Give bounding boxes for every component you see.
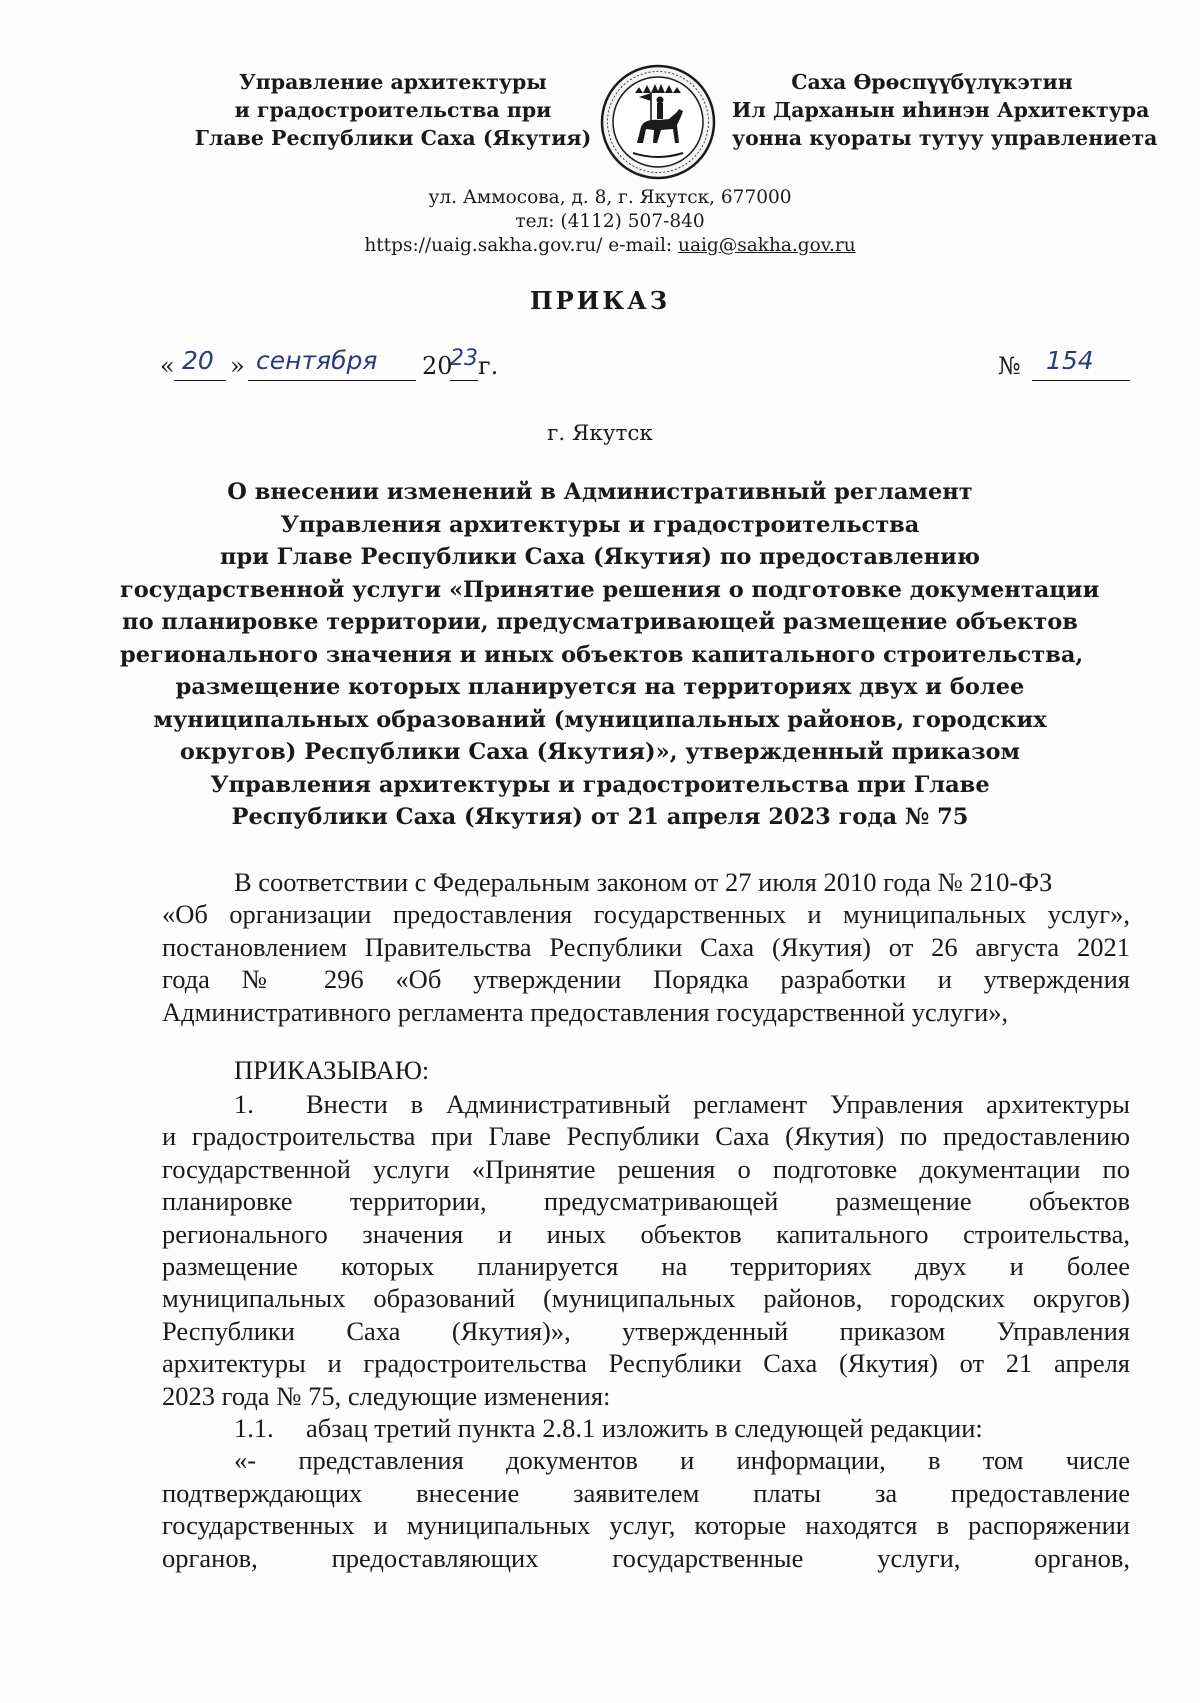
subject-line: Республики Саха (Якутия) от 21 апреля 2023 года № 75: [231, 804, 969, 830]
email-label: e-mail:: [608, 235, 673, 256]
preamble-line: «Об организации предоставления государственных и муниципальных услуг»,: [162, 899, 1130, 930]
header-left-line: и градостроительства при: [234, 98, 552, 122]
item-1-line: Внести в Административный регламент Управления архитектуры: [306, 1089, 1130, 1119]
item-1-1-line: «- представления документов и информации, в том числе: [234, 1445, 1130, 1476]
header-right-line: Ил Дарханын иһинэн Архитектура: [732, 98, 1150, 122]
subject-line: Управления архитектуры и градостроительства: [280, 511, 920, 538]
item-1-line: размещение которых планируется на территориях двух и более: [162, 1251, 1130, 1282]
item-1-line: планировке территории, предусматривающей размещение объектов: [162, 1186, 1130, 1217]
item-1-1-text: абзац третий пункта 2.8.1 изложить в следующей редакции:: [306, 1413, 983, 1443]
email-link[interactable]: uaig@sakha.gov.ru: [678, 235, 856, 256]
order-word: ПРИКАЗЫВАЮ:: [234, 1055, 430, 1085]
subject-line: размещение которых планируется на территориях двух и более: [175, 674, 1025, 700]
item-1-line: 2023 года № 75, следующие изменения:: [162, 1380, 611, 1411]
item-1-line: регионального значения и иных объектов капитального строительства,: [162, 1218, 1130, 1249]
preamble-line: Административного регламента предоставления государственной услуги»,: [162, 996, 1009, 1027]
number-underline: [1032, 380, 1130, 381]
city: г. Якутск: [547, 421, 653, 446]
order-paragraph: [162, 1054, 1130, 1086]
sakha-republic-emblem-icon: [599, 63, 717, 181]
item-1-line: архитектуры и градостроительства Республики Саха (Якутия) от 21 апреля: [162, 1348, 1130, 1379]
item-1-line: и градостроительства при Главе Республики Саха (Якутия) по предоставлению: [162, 1121, 1130, 1152]
date-year-prefix: 20: [422, 352, 453, 380]
header-right-organization: [732, 68, 1158, 152]
item-1-line: государственной услуги «Принятие решения о подготовке документации по: [162, 1153, 1130, 1184]
item-1-1: [162, 1412, 1130, 1574]
date-month: сентября: [256, 346, 378, 375]
subject-line: О внесении изменений в Административный регламент: [227, 479, 973, 505]
document-title: ПРИКАЗ: [529, 286, 671, 315]
header-right-line: уонна куораты тутуу управлениета: [732, 126, 1158, 150]
day-underline: [174, 380, 226, 381]
item-1: [162, 1088, 1130, 1412]
contacts-block: [340, 186, 880, 258]
item-1-1-number: 1.1.: [234, 1413, 274, 1443]
subject-line: при Главе Республики Саха (Якутия) по предоставлению: [220, 544, 980, 570]
item-1-first-line: [162, 1088, 1130, 1120]
item-1-1-line: подтверждающих внесение заявителем платы за предоставление: [162, 1477, 1130, 1508]
date-close-quote: »: [230, 352, 245, 380]
subject-line: государственной услуги «Принятие решения о подготовке документации: [120, 576, 1100, 603]
subject-line: округов) Республики Саха (Якутия)», утвержденный приказом: [179, 739, 1021, 765]
item-1-1-line: органов, предоставляющих государственные услуги, органов,: [162, 1542, 1130, 1573]
item-1-line: муниципальных образований (муниципальных районов, городских округов): [162, 1283, 1130, 1314]
subject-line: муниципальных образований (муниципальных районов, городских: [153, 706, 1047, 733]
date-year-end: г.: [478, 352, 499, 380]
website-link[interactable]: https://uaig.sakha.gov.ru/: [364, 235, 603, 256]
subject-line: регионального значения и иных объектов капитального строительства,: [120, 641, 1084, 668]
document-number: 154: [1046, 346, 1094, 375]
phone: тел: (4112) 507-840: [515, 211, 705, 232]
date-year-suffix: 23: [450, 346, 478, 371]
date-day: 20: [182, 346, 214, 375]
preamble-line: постановлением Правительства Республики Саха (Якутия) от 26 августа 2021: [162, 931, 1130, 962]
header-left-line: Главе Республики Саха (Якутия): [194, 126, 592, 150]
web-email-line: [340, 234, 880, 258]
item-1-line: Республики Саха (Якутия)», утвержденный приказом Управления: [162, 1315, 1130, 1346]
subject-line: Управления архитектуры и градостроительства при Главе: [210, 771, 990, 798]
month-underline: [248, 380, 416, 381]
item-1-number: 1.: [234, 1089, 254, 1119]
year-underline: [450, 380, 478, 381]
header-left-organization: [188, 68, 598, 152]
header-left-line: Управление архитектуры: [239, 70, 547, 94]
preamble-paragraph: [162, 866, 1130, 1028]
header-right-line: Саха Өрөспүүбүлүкэтин: [791, 70, 1073, 94]
subject-heading: [120, 476, 1100, 834]
item-1-1-line: государственных и муниципальных услуг, которые находятся в распоряжении: [162, 1510, 1130, 1541]
preamble-line: В соответствии с Федеральным законом от 27 июля 2010 года № 210-ФЗ: [234, 867, 1053, 897]
number-label: №: [998, 352, 1021, 380]
date-open-quote: «: [160, 352, 175, 380]
address: ул. Аммосова, д. 8, г. Якутск, 677000: [428, 187, 792, 208]
subject-line: по планировке территории, предусматривающей размещение объектов: [122, 609, 1078, 635]
date-number-line: [160, 346, 1130, 392]
item-1-1-heading: [162, 1412, 1130, 1444]
preamble-line: года № 296 «Об утверждении Порядка разработки и утверждения: [162, 964, 1130, 995]
